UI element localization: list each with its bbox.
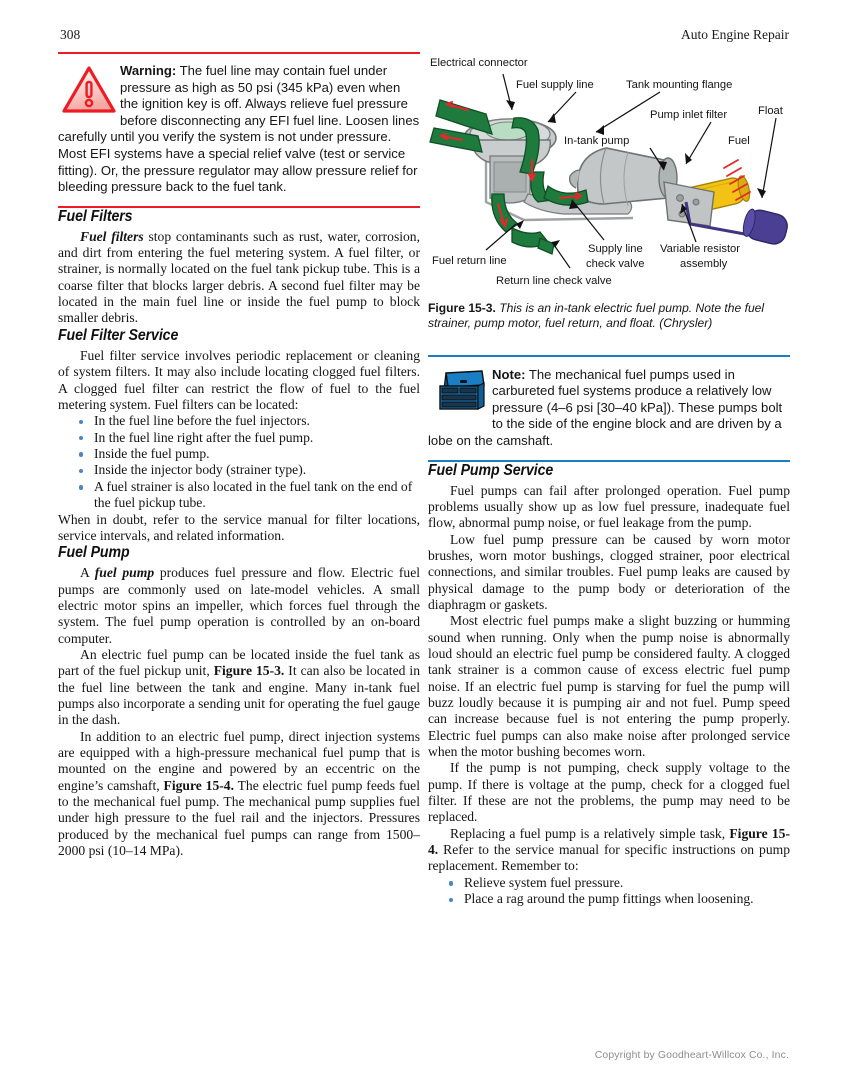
paragraph-text: stop contaminants such as rust, water, corrosion, and dirt from entering the fuel metering system. A fuel filter, or strainer, is normally located on the fuel tank pickup tube. This is a coarse filter that blocks larger debris. A second fuel filter may be located in the main fuel line or inside the fuel pump to block smaller debris.: [58, 228, 421, 326]
list-item: [428, 891, 790, 907]
paragraph-pump-service-4: If the pump is not pumping, check supply voltage to the pump. If there is voltage at the pump, check for a clogged fuel filter. If these are not the problems, the pump may need to be replaced.: [428, 760, 790, 825]
warning-body: The fuel line may contain fuel under pressure as high as 50 psi (345 kPa) even when the ignition key is off. Always relieve fuel pressure before disconnecting any EFI fuel line. Loosen lines carefully until you verify the system is not under pressure. Most EFI systems have a special relief valve (test or service fitting). Or, the pressure regulator may allow pressure relief for bleeding pressure back to the fuel tank.: [58, 63, 420, 195]
bullet-dot-icon: [79, 485, 83, 489]
figure-label-fuel: Fuel: [728, 135, 750, 147]
running-head: [0, 27, 849, 45]
bullet-dot-icon: [79, 436, 83, 440]
paragraph-text: An electric fuel pump can be located inside the fuel tank as part of the fuel pickup unit,: [58, 647, 420, 679]
paragraph-filter-service-intro: Fuel filter service involves periodic replacement or cleaning of system filters. It may also include locating clogged fuel filters. A clogged fuel filter can restrict the flow of fuel to the fuel metering system. Fuel filters can be located:: [58, 347, 420, 412]
term-fuel-pump: fuel pump: [94, 565, 155, 581]
note-body: The mechanical fuel pumps used in carbureted fuel systems produce a relatively low pressure (4–6 psi [30–40 kPa]). These pumps bolt to the side of the engine block and are driven by a lobe on the camshaft.: [428, 366, 783, 448]
paragraph-fuel-pump-2: [58, 647, 420, 729]
list-item-label: A fuel strainer is also located in the fuel tank on the end of the fuel pickup tube.: [94, 478, 413, 511]
warning-callout-box: [58, 52, 420, 208]
figure-label-tank-mounting-flange: Tank mounting flange: [626, 79, 733, 91]
note-label: Note:: [492, 366, 526, 382]
list-item: [58, 479, 420, 512]
paragraph-fuel-pump-3: [58, 729, 420, 860]
paragraph-filter-service-outro: When in doubt, refer to the service manual for filter locations, service intervals, and related information.: [58, 511, 420, 543]
figure-label-variable-resistor-2: assembly: [680, 258, 728, 270]
list-item: [58, 462, 420, 478]
figure-label-fuel-return-line: Fuel return line: [432, 255, 507, 267]
left-column: [58, 52, 420, 860]
figure-label-pump-inlet-filter: Pump inlet filter: [650, 109, 728, 121]
paragraph-fuel-filters: [58, 229, 420, 327]
bullet-dot-icon: [79, 469, 83, 473]
list-item: [58, 430, 420, 446]
paragraph-pump-service-3: Most electric fuel pumps make a slight buzzing or humming sound when running. Only when the pump noise is abnormally loud should an electric fuel pump be considered faulty. A clogged tank strainer is a common cause of excess electric fuel pump noise. If an electric fuel pump is starving for fuel the pump will buzz loudly because it is pumping air and not fuel. Pump speed can increase because fuel is not entering the pump properly. Electric fuel pumps can also make noise after prolonged service when the motor bushing becomes worn.: [428, 613, 790, 760]
figure-caption: [428, 301, 790, 331]
bullet-dot-icon: [449, 881, 453, 885]
heading-fuel-filter-service: Fuel Filter Service: [58, 326, 179, 344]
list-item: [58, 446, 420, 462]
right-column: [428, 52, 790, 908]
paragraph-pump-service-2: Low fuel pump pressure can be caused by worn motor brushes, worn motor bushings, clogged strainer, poor electrical connections, and similar troubles. Fuel pump leaks are caused by physical damage to the pump body or deterioration of the diaphragm or gaskets.: [428, 531, 790, 612]
list-item: [58, 413, 420, 429]
figure-reference-15-4: Figure 15-4.: [163, 777, 234, 793]
warning-label: Warning:: [120, 63, 177, 78]
term-fuel-filters: Fuel filters: [80, 228, 144, 244]
list-item: [428, 875, 790, 891]
filter-location-list: [58, 413, 420, 511]
paragraph-text: Refer to the service manual for specific instructions on pump replacement. Remember to:: [428, 842, 790, 874]
paragraph-pump-service-5: [428, 826, 790, 875]
paragraph-text: A: [80, 565, 95, 581]
figure-15-3: [428, 52, 790, 331]
copyright-notice: Copyright by Goodheart-Willcox Co., Inc.: [594, 1050, 789, 1061]
bullet-dot-icon: [79, 420, 83, 424]
list-item-label: Inside the injector body (strainer type).: [94, 462, 307, 478]
figure-label-fuel-supply-line: Fuel supply line: [516, 79, 594, 91]
figure-number: Figure 15-3.: [428, 301, 496, 315]
paragraph-fuel-pump-1: [58, 565, 420, 647]
figure-label-supply-line-2: check valve: [586, 258, 645, 270]
figure-label-in-tank-pump: In-tank pump: [564, 135, 630, 147]
figure-label-float: Float: [758, 105, 783, 117]
note-callout-box: [428, 355, 790, 462]
bullet-dot-icon: [79, 452, 83, 456]
list-item-label: Place a rag around the pump fittings when loosening.: [464, 891, 754, 907]
book-title: Auto Engine Repair: [681, 27, 789, 42]
paragraph-text: In addition to an electric fuel pump, direct injection systems are equipped with a high-pressure mechanical fuel pump that is mounted on the engine and powered by an eccentric on the engine’s camshaft,: [58, 728, 420, 793]
paragraph-text: It can also be located in the fuel line between the tank and engine. Many in-tank fuel pumps also incorporate a sending unit for operating the fuel gauge in the dash.: [58, 663, 420, 728]
page-number: 308: [60, 27, 81, 42]
paragraph-text: The electric fuel pump feeds fuel to the mechanical fuel pump. The mechanical pump supplies fuel under high pressure to the fuel rail and the injectors. Pressures produced by the mechanical fuel pumps can range from 1500–2000 psi (10–14 MPa).: [58, 777, 420, 859]
list-item-label: In the fuel line right after the fuel pump.: [94, 429, 314, 445]
paragraph-pump-service-1: Fuel pumps can fail after prolonged operation. Fuel pump problems usually show up as low fuel pressure, inadequate fuel flow, abnormal pump noise, or fuel leakage from the pump.: [428, 482, 790, 531]
heading-fuel-filters: Fuel Filters: [58, 207, 133, 225]
list-item-label: Inside the fuel pump.: [94, 446, 210, 461]
figure-caption-text: This is an in-tank electric fuel pump. Note the fuel strainer, pump motor, fuel return, and float. (Chrysler): [428, 301, 765, 330]
pump-replacement-list: [428, 875, 790, 908]
figure-label-variable-resistor: Variable resistor: [660, 243, 740, 255]
heading-fuel-pump-service: Fuel Pump Service: [428, 461, 554, 479]
in-tank-fuel-pump-diagram: [428, 52, 790, 290]
figure-label-supply-line: Supply line: [588, 243, 643, 255]
warning-triangle-icon: [61, 65, 117, 115]
paragraph-text: Replacing a fuel pump is a relatively simple task,: [450, 825, 730, 841]
figure-label-return-line-check-valve: Return line check valve: [496, 275, 612, 287]
paragraph-text: produces fuel pressure and flow. Electric fuel pumps are commonly used on late-model vehicles. A small electric motor spins an impeller, which forces fuel through the system. The fuel pump operation is controlled by an on-board computer.: [58, 565, 421, 646]
heading-fuel-pump: Fuel Pump: [58, 544, 130, 562]
list-item-label: Relieve system fuel pressure.: [464, 874, 624, 890]
figure-reference-15-3: Figure 15-3.: [213, 663, 285, 679]
figure-label-electrical-connector: Electrical connector: [430, 57, 528, 69]
list-item-label: In the fuel line before the fuel injectors.: [94, 413, 310, 429]
bullet-dot-icon: [449, 898, 453, 902]
toolbox-icon: [432, 369, 488, 413]
figure-reference-15-4: Figure 15-4.: [428, 825, 790, 858]
